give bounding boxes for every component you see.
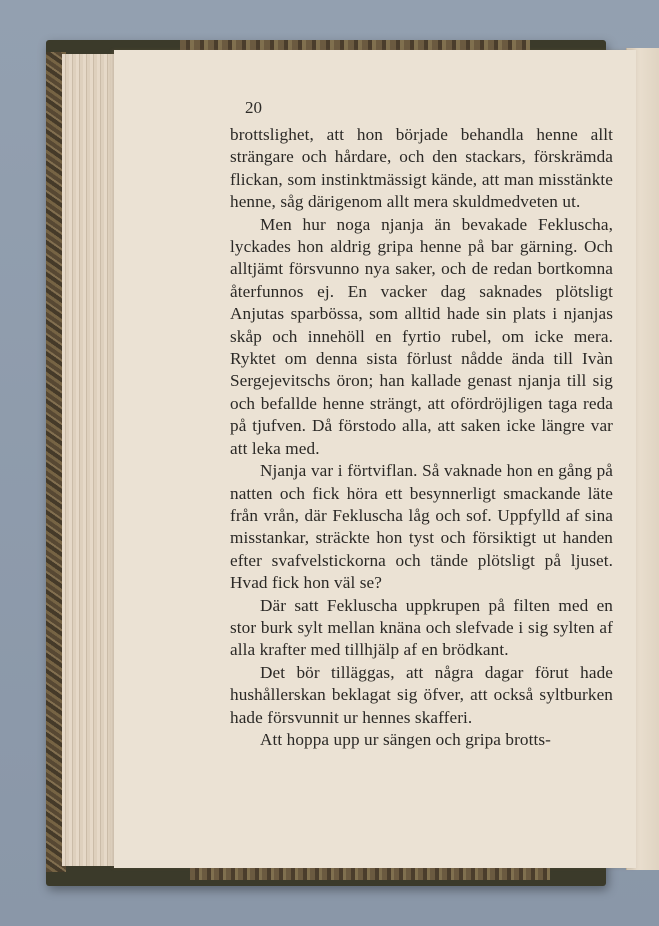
paragraph: Där satt Fekluscha uppkrupen på filten med en stor burk sylt mellan knäna och slefvade i sig sylten af alla krafter med tillhjälp af en brödkant. [230,595,613,660]
body-text [230,124,613,751]
paragraph: Att hoppa upp ur sängen och gripa brotts- [260,729,551,749]
paragraph: Det bör tilläggas, att några dagar förut hade hushållerskan beklagat sig öfver, att också syltburken hade försvunnit ur hennes skafferi. [230,662,613,727]
paragraph: Men hur noga njanja än bevakade Fekluscha, lyckades hon aldrig gripa henne på bar gärning. Och alltjämt försvunno nya saker, och de redan bortkomna återfunnos ej. En vacker dag saknades plötsligt Anjutas sparbössa, som alltid hade sin plats i njanjas skåp och innehöll en fyrtio rubel, om icke mera. Ryktet om denna sista förlust nådde ända till Ivàn Sergejevitschs öron; han kallade genast njanja till sig och befallde henne strängt, att ofördröjligen taga reda på tjufven. Då förstodo alla, att saken icke längre var att leka med. [230,214,613,458]
cover-top-edge [180,40,530,50]
paragraph: brottslighet, att hon började behandla henne allt strängare och hårdare, och den stackars, förskrämda flickan, som instinktmässigt kände, att man misstänkte henne, såg därigenom allt mera skuldmedveten ut. [230,125,613,212]
paragraph: Njanja var i förtviflan. Så vaknade hon en gång på natten och fick höra ett besynnerligt smackande läte från vrån, där Fekluscha låg och sof. Uppfylld af sina misstankar, sträckte hon tyst och försiktigt ut handen efter svafvelstickorna och tände plötsligt på ljuset. Hvad fick hon väl se? [230,461,613,593]
cover-bottom-edge [190,868,550,880]
page-number: 20 [245,98,262,117]
